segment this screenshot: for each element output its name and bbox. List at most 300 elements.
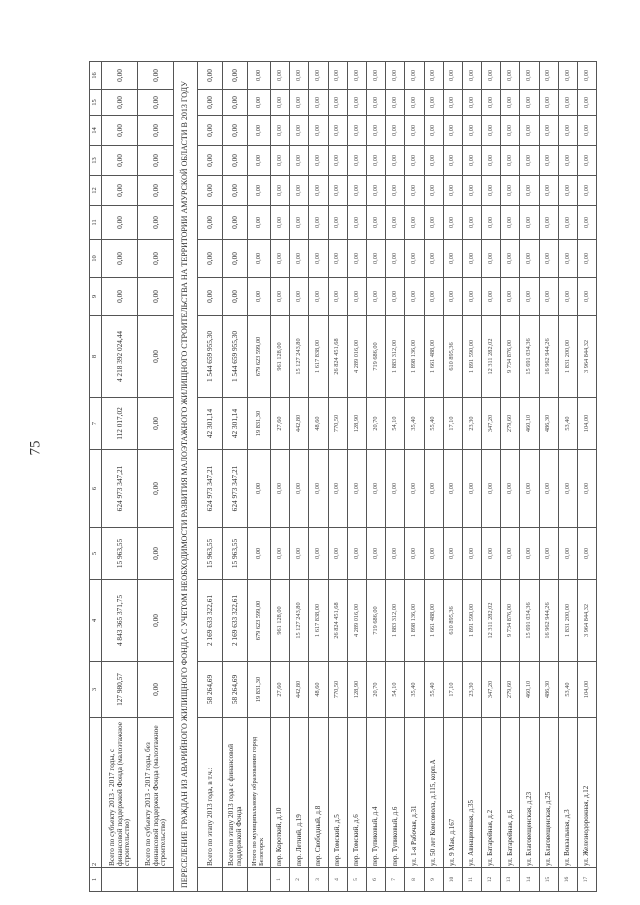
cell: 0,00 — [309, 278, 328, 316]
cell: 0,00 — [198, 240, 223, 278]
row-label: ул. Благовещенская, д.23 — [520, 718, 539, 868]
cell: 0,00 — [223, 62, 248, 90]
cell: 0,00 — [501, 206, 520, 240]
cell: 0,00 — [271, 176, 290, 206]
cell: 128,90 — [347, 662, 366, 718]
cell: 9 734 876,00 — [501, 580, 520, 662]
table-row — [347, 62, 366, 892]
cell: 0,00 — [443, 116, 462, 146]
cell: 0,00 — [386, 90, 405, 116]
cell: 0,00 — [328, 528, 347, 580]
section-title: ПЕРЕСЕЛЕНИЕ ГРАЖДАН ИЗ АВАРИЙНОГО ЖИЛИЩНОГО ФОНДА С УЧЕТОМ НЕОБХОДИМОСТИ РАЗВИТИЯ МАЛОЭТАЖНОГО ЖИЛИЩНОГО СТРОИТЕЛЬСТВА НА ТЕРРИТОРИИ АМУРСКОЙ ОБЛАСТИ В 2013 ГОДУ — [174, 62, 198, 892]
cell: 0,00 — [328, 146, 347, 176]
cell: 26 824 451,68 — [328, 580, 347, 662]
cell: 0,00 — [424, 240, 443, 278]
row-label: ул. 1-я Рабочая, д.31 — [405, 718, 424, 868]
cell: 0,00 — [482, 146, 501, 176]
cell: 0,00 — [290, 528, 309, 580]
cell: 15 691 034,36 — [520, 316, 539, 398]
cell: 0,00 — [138, 278, 174, 316]
cell: 20,70 — [366, 398, 385, 450]
cell: 0,00 — [462, 146, 481, 176]
row-label: пер. Тупиковый, д.6 — [386, 718, 405, 868]
cell: 442,80 — [290, 662, 309, 718]
cell: 0,00 — [462, 176, 481, 206]
cell: 0,00 — [347, 206, 366, 240]
cell: 8 — [90, 316, 102, 398]
cell: 0,00 — [482, 116, 501, 146]
row-label: пер. Тупиковый, д.4 — [366, 718, 385, 868]
table-row — [271, 62, 290, 892]
cell: 0,00 — [539, 146, 558, 176]
row-number: 4 — [328, 868, 347, 892]
cell: 0,00 — [248, 176, 271, 206]
cell: 0,00 — [223, 240, 248, 278]
cell: 1 831 200,00 — [558, 580, 577, 662]
cell: 0,00 — [290, 278, 309, 316]
cell: 0,00 — [558, 146, 577, 176]
cell: 0,00 — [386, 176, 405, 206]
cell: 17,10 — [443, 662, 462, 718]
cell: 0,00 — [328, 278, 347, 316]
cell: 0,00 — [539, 176, 558, 206]
cell: 0,00 — [424, 90, 443, 116]
cell: 0,00 — [482, 90, 501, 116]
cell: 0,00 — [424, 116, 443, 146]
cell: 279,60 — [501, 662, 520, 718]
row-label: Всего по этапу 2013 года с финансовой поддержкой Фонда — [223, 718, 248, 868]
cell: 112 017,02 — [102, 398, 138, 450]
cell: 0,00 — [386, 528, 405, 580]
cell: 0,00 — [405, 240, 424, 278]
cell: 0,00 — [501, 146, 520, 176]
cell: 1 898 136,00 — [405, 580, 424, 662]
cell: 0,00 — [138, 662, 174, 718]
cell: 16 962 944,26 — [539, 580, 558, 662]
table-row — [309, 62, 328, 892]
cell: 679 623 599,00 — [248, 316, 271, 398]
cell: 15 963,55 — [223, 528, 248, 580]
row-number: 16 — [558, 868, 577, 892]
cell: 624 973 347,21 — [223, 450, 248, 528]
cell: 1 831 200,00 — [558, 316, 577, 398]
row-number — [102, 868, 138, 892]
row-label: пер. Томский, д.5 — [328, 718, 347, 868]
row-label: пер. Летний, д.19 — [290, 718, 309, 868]
cell: 104,00 — [578, 398, 597, 450]
cell: 0,00 — [138, 316, 174, 398]
cell: 0,00 — [328, 240, 347, 278]
cell: 610 895,36 — [443, 580, 462, 662]
cell: 0,00 — [347, 176, 366, 206]
cell: 0,00 — [102, 90, 138, 116]
cell: 27,60 — [271, 398, 290, 450]
cell: 460,10 — [520, 662, 539, 718]
cell: 0,00 — [138, 116, 174, 146]
cell: 0,00 — [539, 90, 558, 116]
cell: 0,00 — [138, 528, 174, 580]
cell: 0,00 — [309, 90, 328, 116]
cell: 0,00 — [223, 146, 248, 176]
cell: 12 — [90, 176, 102, 206]
cell: 0,00 — [138, 398, 174, 450]
cell: 0,00 — [138, 176, 174, 206]
row-number: 12 — [482, 868, 501, 892]
cell: 0,00 — [347, 146, 366, 176]
table-row — [501, 62, 520, 892]
cell: 0,00 — [271, 206, 290, 240]
row-label: 2 — [90, 718, 102, 868]
cell: 0,00 — [248, 146, 271, 176]
cell: 0,00 — [198, 146, 223, 176]
cell: 128,90 — [347, 398, 366, 450]
cell: 0,00 — [539, 206, 558, 240]
cell: 0,00 — [520, 90, 539, 116]
cell: 6 — [90, 450, 102, 528]
cell: 0,00 — [501, 278, 520, 316]
cell: 1 544 659 955,30 — [223, 316, 248, 398]
row-number: 10 — [443, 868, 462, 892]
cell: 0,00 — [198, 206, 223, 240]
cell: 0,00 — [443, 206, 462, 240]
cell: 0,00 — [223, 90, 248, 116]
cell: 54,10 — [386, 398, 405, 450]
cell: 0,00 — [520, 176, 539, 206]
cell: 961 128,00 — [271, 316, 290, 398]
cell: 0,00 — [248, 62, 271, 90]
cell: 0,00 — [102, 176, 138, 206]
cell: 0,00 — [462, 240, 481, 278]
cell: 0,00 — [290, 90, 309, 116]
row-number: 11 — [462, 868, 481, 892]
cell: 0,00 — [366, 450, 385, 528]
row-label: Всего по субъекту 2013 - 2017 годы, без финансовой поддержки Фонда (малоэтажное строительство) — [138, 718, 174, 868]
cell: 0,00 — [102, 116, 138, 146]
cell: 0,00 — [386, 146, 405, 176]
cell: 7 — [90, 398, 102, 450]
row-number: 14 — [520, 868, 539, 892]
cell: 0,00 — [482, 176, 501, 206]
cell: 0,00 — [328, 450, 347, 528]
cell: 3 — [90, 662, 102, 718]
municipality-total-row — [248, 62, 271, 892]
cell: 0,00 — [271, 146, 290, 176]
cell: 48,60 — [309, 398, 328, 450]
cell: 15 — [90, 90, 102, 116]
cell: 2 169 633 322,61 — [223, 580, 248, 662]
cell: 0,00 — [424, 62, 443, 90]
cell: 12 311 282,02 — [482, 316, 501, 398]
cell: 0,00 — [223, 116, 248, 146]
cell: 0,00 — [539, 116, 558, 146]
cell: 0,00 — [309, 146, 328, 176]
cell: 0,00 — [501, 450, 520, 528]
cell: 0,00 — [520, 528, 539, 580]
cell: 0,00 — [558, 176, 577, 206]
cell: 4 843 365 371,75 — [102, 580, 138, 662]
cell: 15 963,55 — [102, 528, 138, 580]
cell: 0,00 — [482, 278, 501, 316]
cell: 679 623 599,00 — [248, 580, 271, 662]
cell: 0,00 — [386, 116, 405, 146]
cell: 4 289 016,00 — [347, 316, 366, 398]
cell: 1 661 488,00 — [424, 580, 443, 662]
cell: 0,00 — [443, 62, 462, 90]
cell: 0,00 — [102, 62, 138, 90]
cell: 0,00 — [578, 90, 597, 116]
cell: 0,00 — [578, 116, 597, 146]
cell: 0,00 — [520, 146, 539, 176]
cell: 0,00 — [309, 176, 328, 206]
cell: 0,00 — [386, 278, 405, 316]
cell: 26 824 451,68 — [328, 316, 347, 398]
cell: 0,00 — [366, 62, 385, 90]
cell: 0,00 — [443, 450, 462, 528]
cell: 1 891 590,00 — [462, 316, 481, 398]
cell: 15 691 034,36 — [520, 580, 539, 662]
table-viewport — [89, 62, 591, 892]
cell: 0,00 — [366, 146, 385, 176]
cell: 0,00 — [578, 240, 597, 278]
cell: 1 617 838,00 — [309, 580, 328, 662]
cell: 0,00 — [558, 90, 577, 116]
cell: 4 218 392 024,44 — [102, 316, 138, 398]
cell: 0,00 — [309, 450, 328, 528]
cell: 347,20 — [482, 398, 501, 450]
cell: 0,00 — [347, 62, 366, 90]
summary-row — [102, 62, 138, 892]
cell: 0,00 — [520, 206, 539, 240]
cell: 0,00 — [328, 176, 347, 206]
cell: 10 — [90, 240, 102, 278]
cell: 770,50 — [328, 662, 347, 718]
row-label: пер. Свободный, д.8 — [309, 718, 328, 868]
cell: 770,50 — [328, 398, 347, 450]
cell: 14 — [90, 116, 102, 146]
cell: 20,70 — [366, 662, 385, 718]
cell: 0,00 — [578, 528, 597, 580]
cell: 104,00 — [578, 662, 597, 718]
cell: 0,00 — [347, 90, 366, 116]
cell: 0,00 — [366, 278, 385, 316]
cell: 0,00 — [405, 62, 424, 90]
cell: 610 895,36 — [443, 316, 462, 398]
row-label: ул. Железнодорожная, д.12 — [578, 718, 597, 868]
row-label: ул. Авиационная, д.35 — [462, 718, 481, 868]
cell: 0,00 — [347, 450, 366, 528]
cell: 0,00 — [138, 90, 174, 116]
cell: 54,10 — [386, 662, 405, 718]
cell: 0,00 — [248, 116, 271, 146]
cell: 0,00 — [482, 206, 501, 240]
cell: 0,00 — [578, 62, 597, 90]
row-number — [198, 868, 223, 892]
cell: 0,00 — [102, 278, 138, 316]
row-number: 9 — [424, 868, 443, 892]
cell: 0,00 — [198, 176, 223, 206]
cell: 347,20 — [482, 662, 501, 718]
cell: 15 963,55 — [198, 528, 223, 580]
cell: 0,00 — [102, 206, 138, 240]
cell: 0,00 — [271, 278, 290, 316]
cell: 0,00 — [462, 450, 481, 528]
cell: 42 301,14 — [198, 398, 223, 450]
cell: 42 301,14 — [223, 398, 248, 450]
cell: 0,00 — [405, 206, 424, 240]
table-row — [366, 62, 385, 892]
cell: 0,00 — [462, 90, 481, 116]
cell: 0,00 — [462, 528, 481, 580]
cell: 0,00 — [482, 62, 501, 90]
cell: 0,00 — [424, 176, 443, 206]
cell: 16 962 944,26 — [539, 316, 558, 398]
cell: 0,00 — [520, 450, 539, 528]
cell: 1 898 136,00 — [405, 316, 424, 398]
cell: 0,00 — [138, 146, 174, 176]
cell: 0,00 — [405, 528, 424, 580]
cell: 0,00 — [443, 90, 462, 116]
cell: 0,00 — [138, 206, 174, 240]
cell: 0,00 — [290, 450, 309, 528]
cell: 2 169 633 322,61 — [198, 580, 223, 662]
cell: 13 — [90, 146, 102, 176]
cell: 0,00 — [443, 278, 462, 316]
cell: 0,00 — [482, 528, 501, 580]
cell: 0,00 — [366, 240, 385, 278]
section-title-row — [174, 62, 198, 892]
cell: 486,30 — [539, 662, 558, 718]
cell: 19 831,30 — [248, 662, 271, 718]
resettlement-table — [89, 61, 597, 892]
cell: 0,00 — [558, 62, 577, 90]
cell: 1 883 312,00 — [386, 316, 405, 398]
cell: 0,00 — [405, 176, 424, 206]
cell: 0,00 — [578, 176, 597, 206]
cell: 0,00 — [405, 278, 424, 316]
table-row — [462, 62, 481, 892]
cell: 0,00 — [501, 116, 520, 146]
cell: 0,00 — [539, 278, 558, 316]
cell: 0,00 — [309, 206, 328, 240]
cell: 1 883 312,00 — [386, 580, 405, 662]
row-label: ул. Батарейная, д.6 — [501, 718, 520, 868]
cell: 486,30 — [539, 398, 558, 450]
cell: 0,00 — [386, 240, 405, 278]
cell: 0,00 — [198, 278, 223, 316]
page-number-text: 75 — [27, 440, 44, 456]
cell: 0,00 — [309, 116, 328, 146]
cell: 0,00 — [102, 240, 138, 278]
cell: 0,00 — [462, 62, 481, 90]
cell: 0,00 — [248, 206, 271, 240]
cell: 0,00 — [501, 528, 520, 580]
cell: 53,40 — [558, 662, 577, 718]
cell: 3 964 844,32 — [578, 580, 597, 662]
cell: 0,00 — [405, 90, 424, 116]
cell: 961 128,00 — [271, 580, 290, 662]
cell: 0,00 — [443, 176, 462, 206]
cell: 0,00 — [223, 278, 248, 316]
cell: 0,00 — [405, 116, 424, 146]
cell: 0,00 — [102, 146, 138, 176]
cell: 0,00 — [223, 176, 248, 206]
cell: 0,00 — [424, 450, 443, 528]
row-number — [223, 868, 248, 892]
cell: 719 686,00 — [366, 580, 385, 662]
table-row — [578, 62, 597, 892]
cell: 0,00 — [424, 528, 443, 580]
cell: 55,40 — [424, 662, 443, 718]
cell: 0,00 — [248, 240, 271, 278]
cell: 0,00 — [558, 278, 577, 316]
cell: 0,00 — [347, 278, 366, 316]
table-row — [290, 62, 309, 892]
cell: 0,00 — [290, 176, 309, 206]
cell: 0,00 — [347, 116, 366, 146]
cell: 0,00 — [290, 240, 309, 278]
cell: 0,00 — [271, 62, 290, 90]
cell: 0,00 — [520, 278, 539, 316]
cell: 0,00 — [539, 450, 558, 528]
cell: 624 973 347,21 — [102, 450, 138, 528]
cell: 0,00 — [558, 240, 577, 278]
cell: 0,00 — [328, 90, 347, 116]
cell: 0,00 — [578, 278, 597, 316]
cell: 0,00 — [366, 116, 385, 146]
row-number — [248, 868, 271, 892]
table-row — [539, 62, 558, 892]
table-row — [520, 62, 539, 892]
cell: 0,00 — [290, 62, 309, 90]
cell: 1 661 488,00 — [424, 316, 443, 398]
cell: 12 311 282,02 — [482, 580, 501, 662]
cell: 35,40 — [405, 662, 424, 718]
cell: 0,00 — [539, 62, 558, 90]
cell: 58 264,69 — [198, 662, 223, 718]
row-number: 5 — [347, 868, 366, 892]
cell: 11 — [90, 206, 102, 240]
row-number: 13 — [501, 868, 520, 892]
table-row — [482, 62, 501, 892]
table-body — [90, 62, 597, 892]
cell: 0,00 — [462, 278, 481, 316]
cell: 0,00 — [482, 240, 501, 278]
cell: 0,00 — [386, 450, 405, 528]
cell: 16 — [90, 62, 102, 90]
cell: 15 127 243,80 — [290, 580, 309, 662]
cell: 0,00 — [482, 450, 501, 528]
cell: 0,00 — [366, 206, 385, 240]
table-row — [405, 62, 424, 892]
cell: 0,00 — [271, 116, 290, 146]
cell: 0,00 — [290, 116, 309, 146]
cell: 624 973 347,21 — [198, 450, 223, 528]
cell: 9 734 876,00 — [501, 316, 520, 398]
cell: 0,00 — [198, 62, 223, 90]
cell: 0,00 — [248, 278, 271, 316]
table-row — [443, 62, 462, 892]
cell: 442,80 — [290, 398, 309, 450]
summary-row — [138, 62, 174, 892]
cell: 0,00 — [271, 240, 290, 278]
cell: 0,00 — [347, 240, 366, 278]
cell: 0,00 — [578, 146, 597, 176]
table-row — [558, 62, 577, 892]
cell: 0,00 — [501, 240, 520, 278]
cell: 0,00 — [386, 206, 405, 240]
cell: 0,00 — [248, 90, 271, 116]
cell: 0,00 — [138, 240, 174, 278]
